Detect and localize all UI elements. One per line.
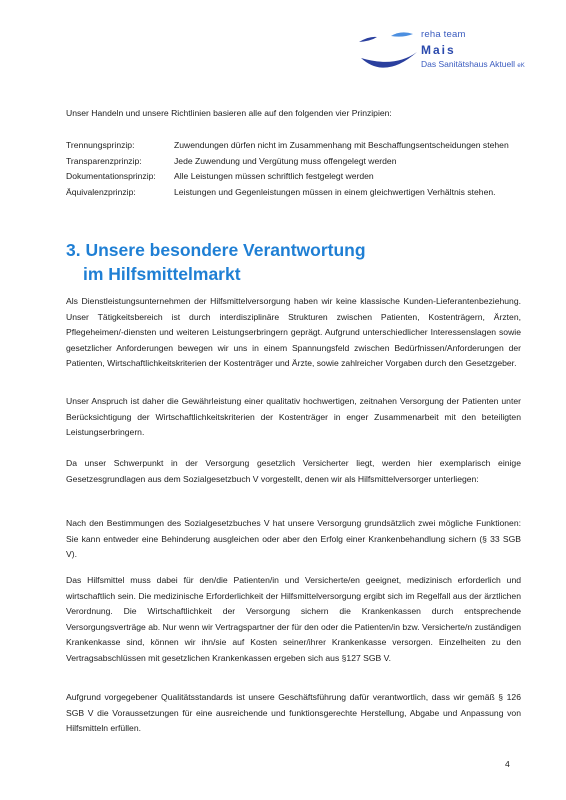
section-number: 3. [66,240,81,260]
body-paragraph: Nach den Bestimmungen des Sozialgesetzbuches V hat unsere Versorgung grundsätzlich zwei mögliche Funktionen: Sie kann entweder eine Behinderung ausgleichen oder aber den Erfolg einer Krankenbehandlung sichern (§ 33 SGB V). [66,518,521,560]
body-paragraph: Aufgrund vorgegebener Qualitätsstandards ist unsere Geschäftsführung dafür verantwortlich, dass wir gemäß § 126 SGB V die Voraussetzungen für eine ausreichende und funktionsgerechte Herstellung, Abgabe und Anpassung von Hilfsmitteln erfüllen. [66,692,521,734]
principle-row [66,185,521,201]
principle-row [66,154,521,170]
logo-suffix: eK [517,62,525,69]
section-title-line2: im Hilfsmittelmarkt [83,264,241,284]
principle-row [66,138,521,154]
principle-description: Zuwendungen dürfen nicht im Zusammenhang mit Beschaffungsentscheidungen stehen [174,140,509,150]
principle-description: Alle Leistungen müssen schriftlich festgelegt werden [174,171,374,182]
logo-text-line2: Mais [421,42,456,57]
body-paragraph: Da unser Schwerpunkt in der Versorgung gesetzlich Versicherter liegt, werden hier exemplarisch einige Gesetzesgrundlagen aus dem Sozialgesetzbuch V vorgestellt, denen wir als Hilfsmittelversorger unterliegen: [66,458,521,484]
logo-mark-icon [355,28,421,78]
body-paragraph: Unser Anspruch ist daher die Gewährleistung einer qualitativ hochwertigen, zeitnahen Versorgung der Patienten unter Berücksichtigung der Wirtschaftlichkeitskriterien der Kostenträger in enger Zusammenarbeit mit den beteiligten Leistungserbringern. [66,396,521,438]
principle-term: Transparenzprinzip: [66,155,142,166]
logo-text-line1: reha team [421,29,466,40]
body-paragraph: Das Hilfsmittel muss dabei für den/die Patienten/in und Versicherte/en geeignet, medizinisch erforderlich und wirtschaftlich sein. Die medizinische Erforderlichkeit der Hilfsmittelversorgung ergibt sich im Regelfall aus der ärztlichen Verordnung. Die Wirtschaftlichkeit der Versorgung sichern die Krankenkassen durch entsprechende Versorgungsverträge ab. Nur wenn wir Vertragspartner der für den oder die Patienten/in bzw. Versicherte/n zuständigen Krankenkasse sind, können wir ihn/sie auf Kosten seiner/ihrer Krankenkasse versorgen. Einzelheiten zu den Vertragsabschlüssen mit gesetzlichen Krankenkassen ergeben sich aus §127 SGB V. [66,575,521,663]
logo-text-line3: Das Sanitätshaus Aktuell eK [421,58,525,69]
body-paragraph: Als Dienstleistungsunternehmen der Hilfsmittelversorgung haben wir keine klassische Kunden-Lieferantenbeziehung. Unser Tätigkeitsbereich ist durch interdisziplinäre Strukturen zwischen Patienten, Kostenträgern, Ärzten, Pflegeheimen/-diensten und weiteren Leistungserbringern geprägt. Aufgrund unterschiedlicher Interessenslagen sowie gesetzlicher Anforderungen bewegen wir uns in einem Spannungsfeld zwischen Bedürfnissen/Anforderungen der Patienten, Wirtschaftlichkeitskriterien der Kostenträger und Ärzte, sowie zahlreicher Vorgaben durch den Gesetzgeber. [66,296,521,369]
section-heading [66,238,526,286]
principle-term: Trennungsprinzip: [66,140,135,150]
page-number: 4 [505,759,510,769]
principle-description: Leistungen und Gegenleistungen müssen in einem gleichwertigen Verhältnis stehen. [174,186,496,197]
principles-list [66,138,521,200]
company-logo [355,28,545,86]
principle-term: Äquivalenzprinzip: [66,186,136,197]
section-title-line1: Unsere besondere Verantwortung [85,240,366,260]
principle-description: Jede Zuwendung und Vergütung muss offengelegt werden [174,155,397,166]
principle-term: Dokumentationsprinzip: [66,171,156,182]
principle-row [66,169,521,185]
intro-paragraph: Unser Handeln und unsere Richtlinien basieren alle auf den folgenden vier Prinzipien: [66,108,392,118]
